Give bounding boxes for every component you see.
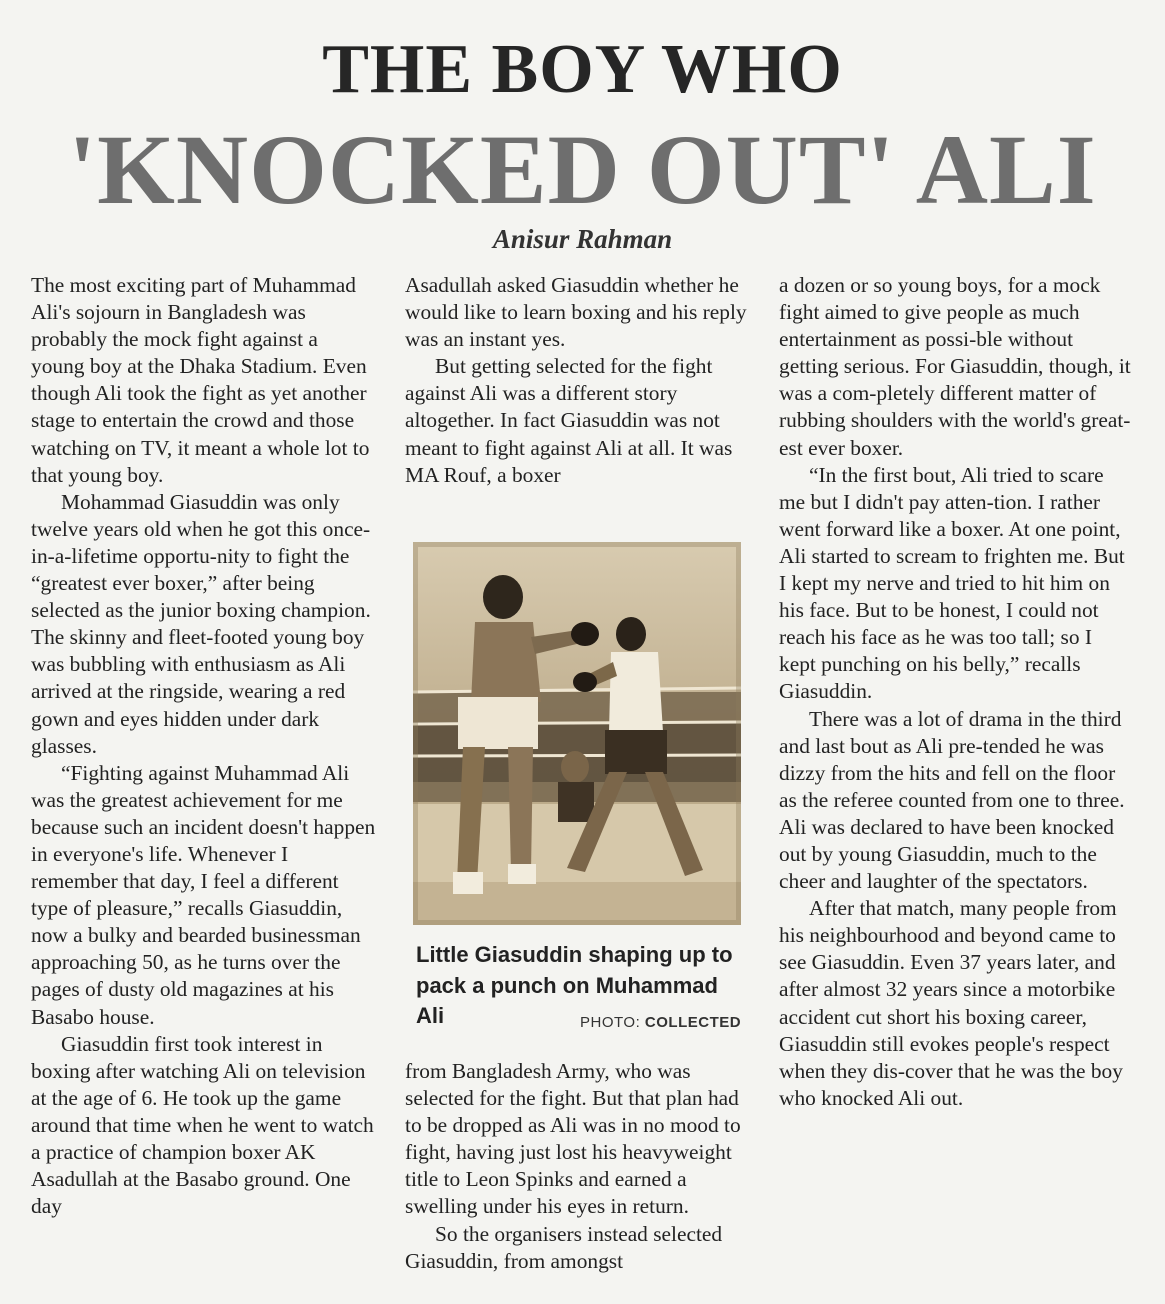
article-column-1: [31, 272, 376, 1220]
photo-credit-source: COLLECTED: [644, 1014, 742, 1031]
article-column-3: [779, 272, 1134, 1112]
article-column-2-bottom: [405, 1058, 755, 1275]
paragraph: “In the first bout, Ali tried to scare me but I didn't pay atten-tion. I rather went forward like a boxer. At one point, Ali started to scream to frighten me. But I kept my nerve and tried to hit him on his face. But to be honest, I could not reach his face as he was too tall; so I kept punching on his belly,” recalls Giasuddin.: [779, 462, 1125, 704]
paragraph: The most exciting part of Muhammad Ali's sojourn in Bangladesh was probably the mock fight against a young boy at the Dhaka Stadium. Even though Ali took the fight as yet another stage to entertain the crowd and those watching on TV, it meant a whole lot to that young boy.: [31, 273, 370, 487]
paragraph: Mohammad Giasuddin was only twelve years old when he got this once-in-a-lifetime opportu-nity to fight the “greatest ever boxer,” after being selected as the junior boxing champion. The skinny and fleet-footed young boy was bubbling with enthusiasm as Ali arrived at the ringside, wearing a red gown and eyes hidden under dark glasses.: [31, 489, 371, 758]
paragraph: So the organisers instead selected Giasuddin, from amongst: [405, 1221, 723, 1273]
boxing-photo-illustration: [413, 542, 741, 925]
headline-line-2: 'KNOCKED OUT' ALI: [68, 114, 1097, 225]
boxing-photo: [413, 542, 741, 925]
paragraph: Giasuddin first took interest in boxing after watching Ali on television at the age of 6. He took up the game around that time when he went to watch a practice of champion boxer AK Asadullah at the Basabo ground. One day: [31, 1031, 374, 1219]
article-column-2-top: [405, 272, 755, 489]
byline: Anisur Rahman: [492, 224, 673, 254]
paragraph: a dozen or so young boys, for a mock fight aimed to give people as much entertainment as possi-ble without getting serious. For Giasuddin, though, it was a com-pletely different matter of rubbing shoulders with the world's great-est ever boxer.: [779, 273, 1131, 460]
paragraph: After that match, many people from his neighbourhood and beyond came to see Giasuddin. Even 37 years later, and after almost 32 years since a motorbike accident cut short his boxing career, Giasuddin still evokes people's respect when they dis-cover that he was the boy who knocked Ali out.: [779, 896, 1123, 1110]
headline-line-1: THE BOY WHO: [322, 31, 843, 108]
paragraph: “Fighting against Muhammad Ali was the greatest achievement for me because such an incident doesn't happen in everyone's life. Whenever I remember that day, I feel a different type of pleasure,” recalls Giasuddin, now a bulky and bearded businessman approaching 50, as he turns over the pages of dusty old magazines at his Basabo house.: [31, 760, 376, 1029]
paragraph: But getting selected for the fight against Ali was a different story altogether. In fact Giasuddin was not meant to fight against Ali at all. It was MA Rouf, a boxer: [405, 354, 733, 487]
paragraph: There was a lot of drama in the third and last bout as Ali pre-tended he was dizzy from the hits and fell on the floor as the referee counted from one to three. Ali was declared to have been knocked out by young Giasuddin, much to the cheer and laughter of the spectators.: [779, 706, 1125, 894]
photo-credit-prefix: PHOTO:: [580, 1014, 641, 1031]
photo-caption: Little Giasuddin shaping up to pack a punch on Muhammad Ali: [416, 942, 733, 1028]
paragraph: from Bangladesh Army, who was selected for the fight. But that plan had to be dropped as Ali was in no mood to fight, having just lost his heavyweight title to Leon Spinks and earned a swelling under his eyes in return.: [405, 1059, 741, 1219]
paragraph: Asadullah asked Giasuddin whether he would like to learn boxing and his reply was an instant yes.: [405, 273, 747, 352]
photo-credit: [580, 1014, 741, 1031]
